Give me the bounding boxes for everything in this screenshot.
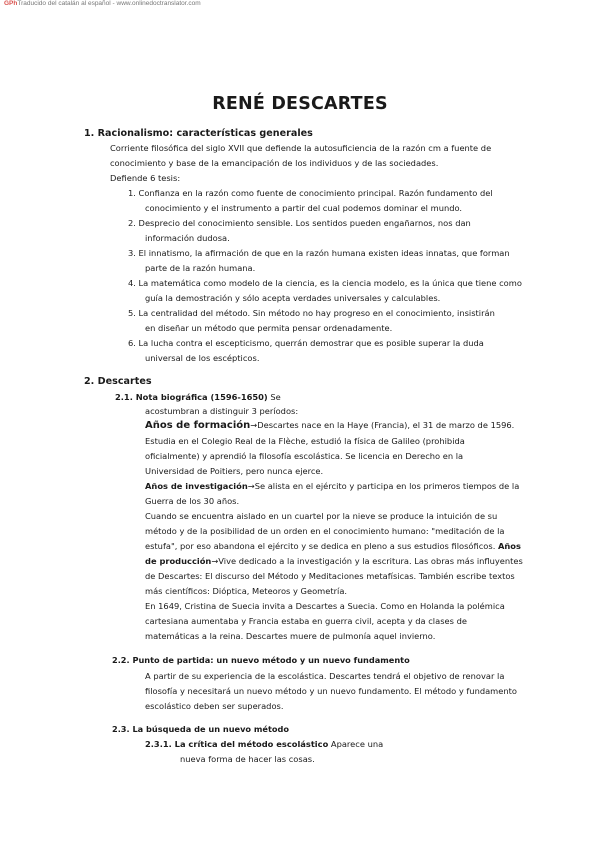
investigacion-text: →Se alista en el ejército y participa en los primeros tiempos de la — [247, 481, 520, 491]
period-formacion — [145, 420, 514, 431]
s22-line-1: A partir de su experiencia de la escolástica. Descartes tendrá el objetivo de renovar la — [145, 671, 505, 681]
thesis-6-line-1: 6. La lucha contra el escepticismo, querrán demostrar que es posible superar la duda — [128, 338, 484, 348]
page-title: RENÉ DESCARTES — [212, 94, 388, 114]
thesis-1-line-2: conocimiento y el instrumento a partir del cual podemos dominar el mundo. — [145, 203, 463, 213]
thesis-3-line-2: parte de la razón humana. — [145, 263, 256, 273]
thesis-4-line-2: guía la demostración y sólo acepta verdades universales y calculables. — [145, 293, 441, 303]
formacion-label: Años de formación — [145, 420, 251, 431]
bio-line-2: oficialmente) y aprendió la filosofía escolástica. Se licencia en Derecho en la — [145, 451, 464, 461]
bio-line-7 — [145, 541, 521, 552]
bio-line-7-text: estufa", por eso abandona el ejército y se dedica en pleno a sus estudios filosóficos. — [145, 541, 496, 551]
bio-line-8: de Descartes: El discurso del Método y Meditaciones metafísicas. También escribe textos — [145, 571, 515, 581]
translator-logo: GPh — [4, 0, 18, 7]
thesis-2-line-2: información dudosa. — [145, 233, 230, 243]
s22-line-2: filosofía y necesitará un nuevo método y un nuevo fundamento. El método y fundamento — [145, 686, 517, 696]
subsection-2-3-1-heading — [145, 739, 383, 750]
sec1-defiende: Defiende 6 tesis: — [110, 173, 181, 183]
thesis-5-line-2: en diseñar un método que permita pensar ordenadamente. — [145, 323, 393, 333]
thesis-3-line-1: 3. El innatismo, la afirmación de que en la razón humana existen ideas innatas, que forman — [128, 248, 510, 258]
investigacion-label: Años de investigación — [145, 481, 248, 491]
period-produccion — [145, 556, 523, 567]
section-2-heading: 2. Descartes — [84, 376, 152, 387]
bio-line-4: Guerra de los 30 años. — [145, 496, 240, 506]
sec1-intro-line-1: Corriente filosófica del siglo XVII que defiende la autosuficiencia de la razón cm a fuente de — [110, 143, 492, 153]
sec1-intro-line-2: conocimiento y base de la emancipación de los individuos y de las sociedades. — [110, 158, 439, 168]
s231-line-2: nueva forma de hacer las cosas. — [180, 754, 315, 764]
thesis-2-line-1: 2. Desprecio del conocimiento sensible. Los sentidos pueden engañarnos, nos dan — [128, 218, 471, 228]
bio-line-12: matemáticas a la reina. Descartes muere de pulmonía aquel invierno. — [145, 631, 436, 641]
produccion-label-part-1: Años — [497, 541, 521, 551]
bio-line-10: En 1649, Cristina de Suecia invita a Descartes a Suecia. Como en Holanda la polémica — [145, 601, 505, 611]
bio-line-5: Cuando se encuentra aislado en un cuartel por la nieve se produce la intuición de su — [145, 511, 498, 521]
s22-line-3: escolástico deben ser superados. — [145, 701, 284, 711]
bio-line-6: método y de la posibilidad de un orden en el conocimiento humano: "meditación de la — [145, 526, 505, 536]
formacion-text: →Descartes nace en la Haye (Francia), el 31 de marzo de 1596. — [250, 420, 515, 430]
translator-watermark — [4, 0, 201, 7]
watermark-text: Traducido del catalán al español - www.onlinedoctranslator.com — [17, 0, 201, 7]
subsection-2-1-after: Se — [267, 392, 281, 402]
subsection-2-3-heading: 2.3. La búsqueda de un nuevo método — [112, 724, 290, 734]
thesis-4-line-1: 4. La matemática como modelo de la ciencia, es la ciencia modelo, es la única que tiene como — [128, 278, 522, 288]
bio-line-1: Estudia en el Colegio Real de la Flèche, estudió la física de Galileo (prohibida — [145, 436, 465, 446]
subsection-2-2-heading: 2.2. Punto de partida: un nuevo método y un nuevo fundamento — [112, 655, 410, 665]
section-1-heading: 1. Racionalismo: características generales — [84, 128, 313, 139]
thesis-1-line-1: 1. Confianza en la razón como fuente de conocimiento principal. Razón fundamento del — [128, 188, 493, 198]
period-investigacion — [145, 481, 519, 492]
thesis-5-line-1: 5. La centralidad del método. Sin método no hay progreso en el conocimiento, insistirán — [128, 308, 495, 318]
bio-line-11: cartesiana aumentaba y Francia estaba en guerra civil, acepta y da clases de — [145, 616, 467, 626]
bio-line-3: Universidad de Poitiers, pero nunca ejerce. — [145, 466, 324, 476]
bio-line-9: más científicos: Dióptica, Meteoros y Geometría. — [145, 586, 348, 596]
produccion-label-part-2: de producción — [145, 556, 212, 566]
thesis-6-line-2: universal de los escépticos. — [145, 353, 260, 363]
subsection-2-3-1-label: 2.3.1. La crítica del método escolástico — [145, 739, 329, 749]
subsection-2-1-heading — [115, 392, 281, 403]
subsection-2-1-label: 2.1. Nota biográfica (1596-1650) — [115, 392, 268, 402]
subsection-2-3-1-after: Aparece una — [328, 739, 384, 749]
produccion-text: →Vive dedicado a la investigación y la escritura. Las obras más influyentes — [211, 556, 523, 566]
periods-intro: acostumbran a distinguir 3 períodos: — [145, 406, 299, 416]
